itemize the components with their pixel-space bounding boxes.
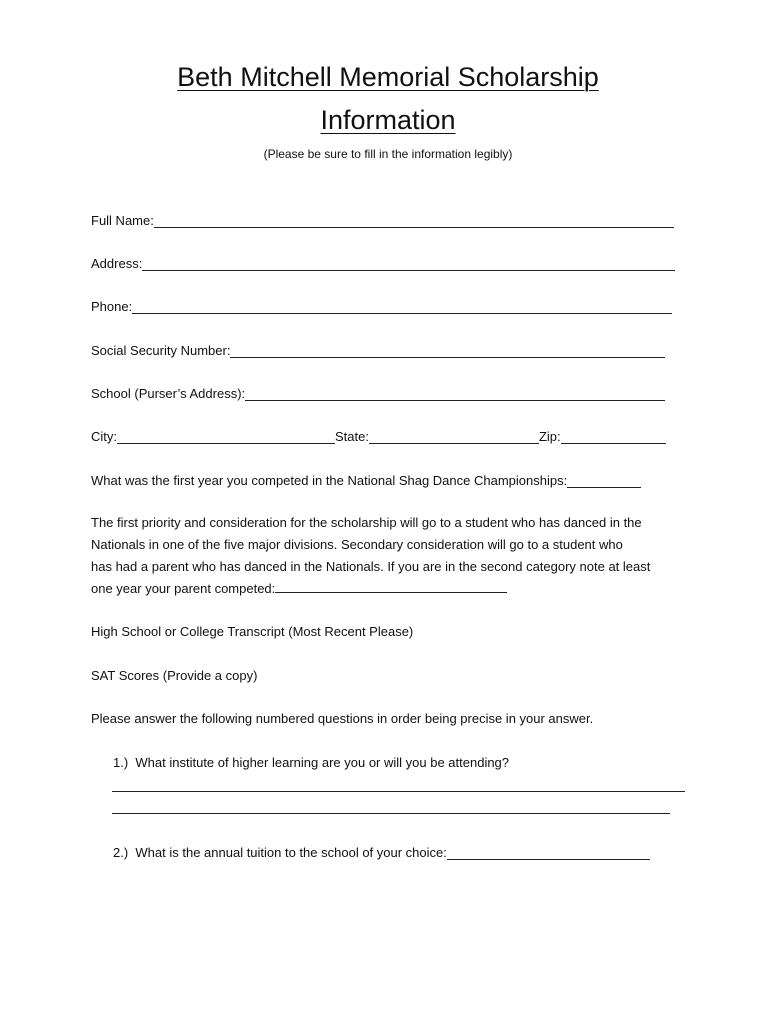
address-field[interactable]	[142, 256, 675, 271]
page-title-line-2: Information	[320, 105, 456, 135]
parent-competed-label: one year your parent competed:	[91, 581, 276, 596]
priority-line-2: Nationals in one of the five major divisions. Secondary consideration will go to a student who	[91, 537, 623, 552]
question-1-text: What institute of higher learning are you or will you be attending?	[135, 755, 510, 770]
school-field[interactable]	[245, 386, 665, 401]
school-row	[91, 383, 665, 401]
city-state-zip-row	[91, 426, 666, 444]
priority-line-3: has had a parent who has danced in the Nationals. If you are in the second category note at least	[91, 559, 651, 574]
city-label: City:	[91, 429, 117, 444]
state-label: State:	[335, 429, 369, 444]
priority-line-1: The first priority and consideration for the scholarship will go to a student who has danced in the	[91, 515, 642, 530]
first-year-row	[91, 470, 641, 488]
state-field[interactable]	[369, 429, 539, 444]
first-year-label: What was the first year you competed in the National Shag Dance Championships:	[91, 473, 568, 488]
question-1-answer-line-1[interactable]	[112, 791, 685, 792]
school-label: School (Purser’s Address):	[91, 386, 246, 401]
zip-label: Zip:	[538, 429, 561, 444]
question-1	[113, 755, 509, 770]
transcript-requirement: High School or College Transcript (Most Recent Please)	[91, 624, 414, 639]
question-2-text: What is the annual tuition to the school of your choice:	[135, 845, 447, 860]
city-field[interactable]	[117, 429, 335, 444]
zip-field[interactable]	[561, 429, 666, 444]
first-year-field[interactable]	[567, 473, 641, 488]
ssn-row	[91, 340, 665, 358]
priority-paragraph	[91, 512, 691, 600]
full-name-row	[91, 210, 674, 228]
sat-requirement: SAT Scores (Provide a copy)	[91, 668, 258, 683]
phone-field[interactable]	[132, 299, 672, 314]
address-label: Address:	[91, 256, 143, 271]
ssn-field[interactable]	[230, 343, 665, 358]
questions-instructions: Please answer the following numbered questions in order being precise in your answer.	[91, 711, 594, 726]
instructions-subtitle: (Please be sure to fill in the information legibly)	[263, 147, 513, 161]
parent-competed-field[interactable]	[275, 580, 507, 593]
ssn-label: Social Security Number:	[91, 343, 231, 358]
question-2-number: 2.)	[113, 845, 129, 860]
question-1-number: 1.)	[113, 755, 129, 770]
phone-label: Phone:	[91, 299, 133, 314]
full-name-label: Full Name:	[91, 213, 154, 228]
phone-row	[91, 296, 672, 314]
address-row	[91, 253, 675, 271]
page-title: Beth Mitchell Memorial Scholarship	[177, 62, 599, 92]
full-name-field[interactable]	[154, 213, 674, 228]
question-2-row	[113, 842, 650, 860]
question-2-answer-field[interactable]	[447, 845, 650, 860]
question-1-answer-line-2[interactable]	[112, 813, 670, 814]
priority-line-4-row	[91, 578, 691, 600]
